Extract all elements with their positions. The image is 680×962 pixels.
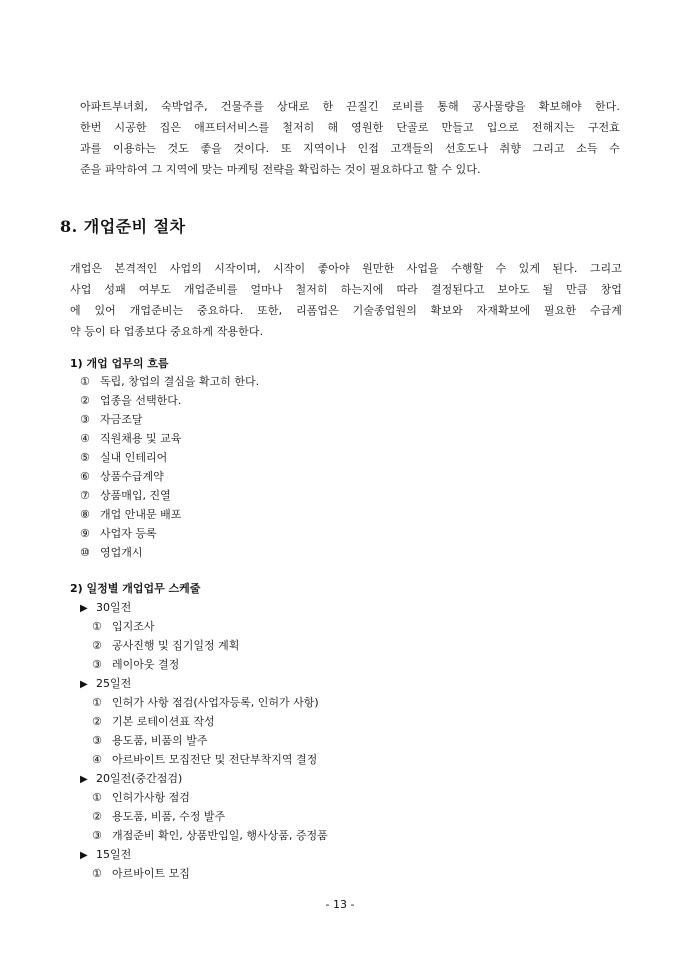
schedule-task-text: 용도품, 비품의 발주 xyxy=(112,734,208,747)
flow-item-text: 자금조달 xyxy=(100,413,143,426)
intro-paragraph xyxy=(80,96,620,180)
schedule-task xyxy=(80,655,328,674)
schedule-task-text: 개점준비 확인, 상품반입일, 행사상품, 증정품 xyxy=(112,829,328,842)
triangle-marker-icon: ▶ xyxy=(80,850,88,861)
flow-item-text: 독립, 창업의 결심을 확고히 한다. xyxy=(100,375,260,388)
schedule-task xyxy=(80,788,328,807)
schedule-task xyxy=(80,693,328,712)
schedule-task-text: 인허가 사항 점검(사업자등록, 인허가 사항) xyxy=(112,696,319,709)
intro-line: 과를 이용하는 것도 좋을 것이다. 또 지역이나 인접 고객들의 선호도나 취향 그리고 소득 수 xyxy=(80,142,620,155)
schedule-period-label: 20일전(중간점검) xyxy=(96,772,183,785)
flow-item-text: 상품매입, 진열 xyxy=(100,489,171,502)
schedule-task-text: 용도품, 비품, 수정 발주 xyxy=(112,810,226,823)
schedule-period xyxy=(80,845,328,864)
intro-line: 준을 파악하여 그 지역에 맞는 마케팅 전략을 확립하는 것이 필요하다고 할 수 있다. xyxy=(80,163,481,176)
body-line: 에 있어 개업준비는 중요하다. 또한, 리폼업은 기술종업원의 확보와 자재확보에 필요한 수급계 xyxy=(70,304,622,317)
section-title: 8. 개업준비 절차 xyxy=(60,217,186,236)
schedule-task-text: 레이아웃 결정 xyxy=(112,658,180,671)
schedule-task xyxy=(80,731,328,750)
schedule-task-number: ② xyxy=(92,639,102,652)
flow-item xyxy=(80,505,259,524)
schedule-task-text: 인허가사항 점검 xyxy=(112,791,190,804)
schedule-task-text: 기본 로테이션표 작성 xyxy=(112,715,215,728)
flow-item xyxy=(80,410,259,429)
flow-item xyxy=(80,524,259,543)
triangle-marker-icon: ▶ xyxy=(80,774,88,785)
schedule-task-number: ① xyxy=(92,867,102,880)
flow-item xyxy=(80,543,259,562)
flow-item-number: ⑥ xyxy=(80,470,90,483)
flow-item-text: 실내 인테리어 xyxy=(100,451,168,464)
schedule-period xyxy=(80,769,328,788)
schedule-period xyxy=(80,598,328,617)
schedule-list xyxy=(80,598,328,883)
flow-list xyxy=(80,372,259,562)
schedule-period-label: 15일전 xyxy=(96,848,132,861)
body-line: 약 등이 타 업종보다 중요하게 작용한다. xyxy=(70,325,264,338)
flow-item xyxy=(80,467,259,486)
schedule-task-number: ④ xyxy=(92,753,102,766)
body-line: 개업은 본격적인 사업의 시작이며, 시작이 좋아야 원만한 사업을 수행할 수 있게 된다. 그리고 xyxy=(70,262,622,275)
schedule-task-number: ① xyxy=(92,696,102,709)
flow-item xyxy=(80,429,259,448)
body-paragraph xyxy=(70,258,622,342)
schedule-task-text: 입지조사 xyxy=(112,620,155,633)
schedule-period xyxy=(80,674,328,693)
flow-item-text: 상품수급계약 xyxy=(100,470,164,483)
schedule-period-label: 25일전 xyxy=(96,677,132,690)
flow-item-text: 영업개시 xyxy=(100,546,143,559)
schedule-task-number: ③ xyxy=(92,734,102,747)
flow-item-number: ③ xyxy=(80,413,90,426)
flow-item xyxy=(80,391,259,410)
schedule-task-number: ② xyxy=(92,715,102,728)
flow-item-number: ② xyxy=(80,394,90,407)
schedule-heading: 2) 일정별 개업업무 스케줄 xyxy=(70,582,201,595)
schedule-task xyxy=(80,807,328,826)
schedule-task xyxy=(80,636,328,655)
flow-item xyxy=(80,448,259,467)
schedule-task-text: 아르바이트 모집전단 및 전단부착지역 결정 xyxy=(112,753,318,766)
schedule-task-number: ① xyxy=(92,791,102,804)
schedule-task xyxy=(80,712,328,731)
schedule-task xyxy=(80,617,328,636)
flow-item-number: ⑦ xyxy=(80,489,90,502)
schedule-task-text: 공사진행 및 집기일정 계획 xyxy=(112,639,240,652)
flow-item-text: 개업 안내문 배포 xyxy=(100,508,182,521)
schedule-period-label: 30일전 xyxy=(96,601,132,614)
flow-item-number: ⑧ xyxy=(80,508,90,521)
intro-line: 아파트부녀회, 숙박업주, 건물주를 상대로 한 끈질긴 로비를 통해 공사물량을 확보해야 한다. xyxy=(80,100,620,113)
schedule-task-number: ③ xyxy=(92,829,102,842)
flow-heading: 1) 개업 업무의 흐름 xyxy=(70,357,169,370)
schedule-task xyxy=(80,826,328,845)
flow-item-number: ④ xyxy=(80,432,90,445)
flow-item-number: ⑤ xyxy=(80,451,90,464)
flow-item xyxy=(80,372,259,391)
page-number: - 13 - xyxy=(325,898,355,911)
flow-item-text: 업종을 선택한다. xyxy=(100,394,182,407)
intro-line: 한번 시공한 집은 애프터서비스를 철저히 해 영원한 단골로 만들고 입으로 전해지는 구전효 xyxy=(80,121,620,134)
schedule-task xyxy=(80,864,328,883)
schedule-task-text: 아르바이트 모집 xyxy=(112,867,190,880)
flow-item-text: 직원채용 및 교육 xyxy=(100,432,182,445)
triangle-marker-icon: ▶ xyxy=(80,679,88,690)
flow-item-text: 사업자 등록 xyxy=(100,527,157,540)
triangle-marker-icon: ▶ xyxy=(80,603,88,614)
schedule-task-number: ③ xyxy=(92,658,102,671)
flow-item xyxy=(80,486,259,505)
body-line: 사업 성패 여부도 개업준비를 얼마나 철저히 하는지에 따라 결정된다고 보아도 될 만큼 창업 xyxy=(70,283,622,296)
schedule-task-number: ② xyxy=(92,810,102,823)
schedule-task xyxy=(80,750,328,769)
flow-item-number: ⑨ xyxy=(80,527,90,540)
flow-item-number: ⑩ xyxy=(80,546,90,559)
flow-item-number: ① xyxy=(80,375,90,388)
schedule-task-number: ① xyxy=(92,620,102,633)
